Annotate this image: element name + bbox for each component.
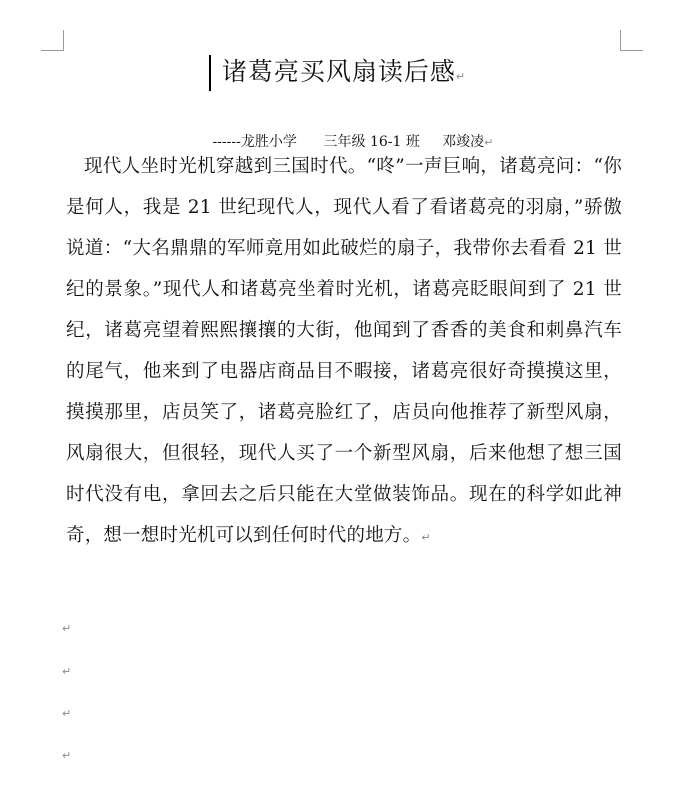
title-text[interactable]: 诸葛亮买风扇读后感	[221, 57, 456, 86]
empty-paragraph-mark-icon[interactable]: ↵	[62, 707, 72, 720]
paragraph-mark-icon: ↵	[421, 531, 431, 544]
body-text[interactable]: 现代人坐时光机穿越到三国时代。“咚”一声巨响，诸葛亮问：“你是何人，我是 21 世纪现代人，现代人看了看诸葛亮的羽扇，”骄傲说道：“大名鼎鼎的军师竟用如此破烂的扇子，我带你去看看 21 世纪的景象。”现代人和诸葛亮坐着时光机，诸葛亮眨眼间到了 21 世纪，诸葛亮望着熙熙攘攘的大街，他闻到了香香的美食和刺鼻汽车的尾气，他来到了电器店商品目不暇接，诸葛亮很好奇摸摸这里，摸摸那里，店员笑了，诸葛亮脸红了，店员向他推荐了新型风扇，风扇很大，但很轻，现代人买了一个新型风扇，后来他想了想三国时代没有电，拿回去之后只能在大堂做装饰品。现在的科学如此神奇，想一想时光机可以到任何时代的地方。	[66, 156, 622, 546]
paragraph-mark-icon: ↵	[455, 70, 467, 83]
empty-paragraph-mark-icon[interactable]: ↵	[62, 622, 72, 635]
empty-paragraph-mark-icon[interactable]: ↵	[62, 749, 72, 762]
empty-paragraph-mark-icon[interactable]: ↵	[62, 665, 72, 678]
paragraph-mark-icon: ↵	[484, 136, 494, 149]
body-paragraph[interactable]	[66, 146, 622, 558]
author-text[interactable]: ------龙胜小学 三年级 16-1 班 邓竣凌	[212, 134, 485, 150]
top-right-margin-mark	[620, 30, 643, 51]
top-left-margin-mark	[41, 30, 64, 51]
document-title[interactable]	[0, 54, 688, 95]
